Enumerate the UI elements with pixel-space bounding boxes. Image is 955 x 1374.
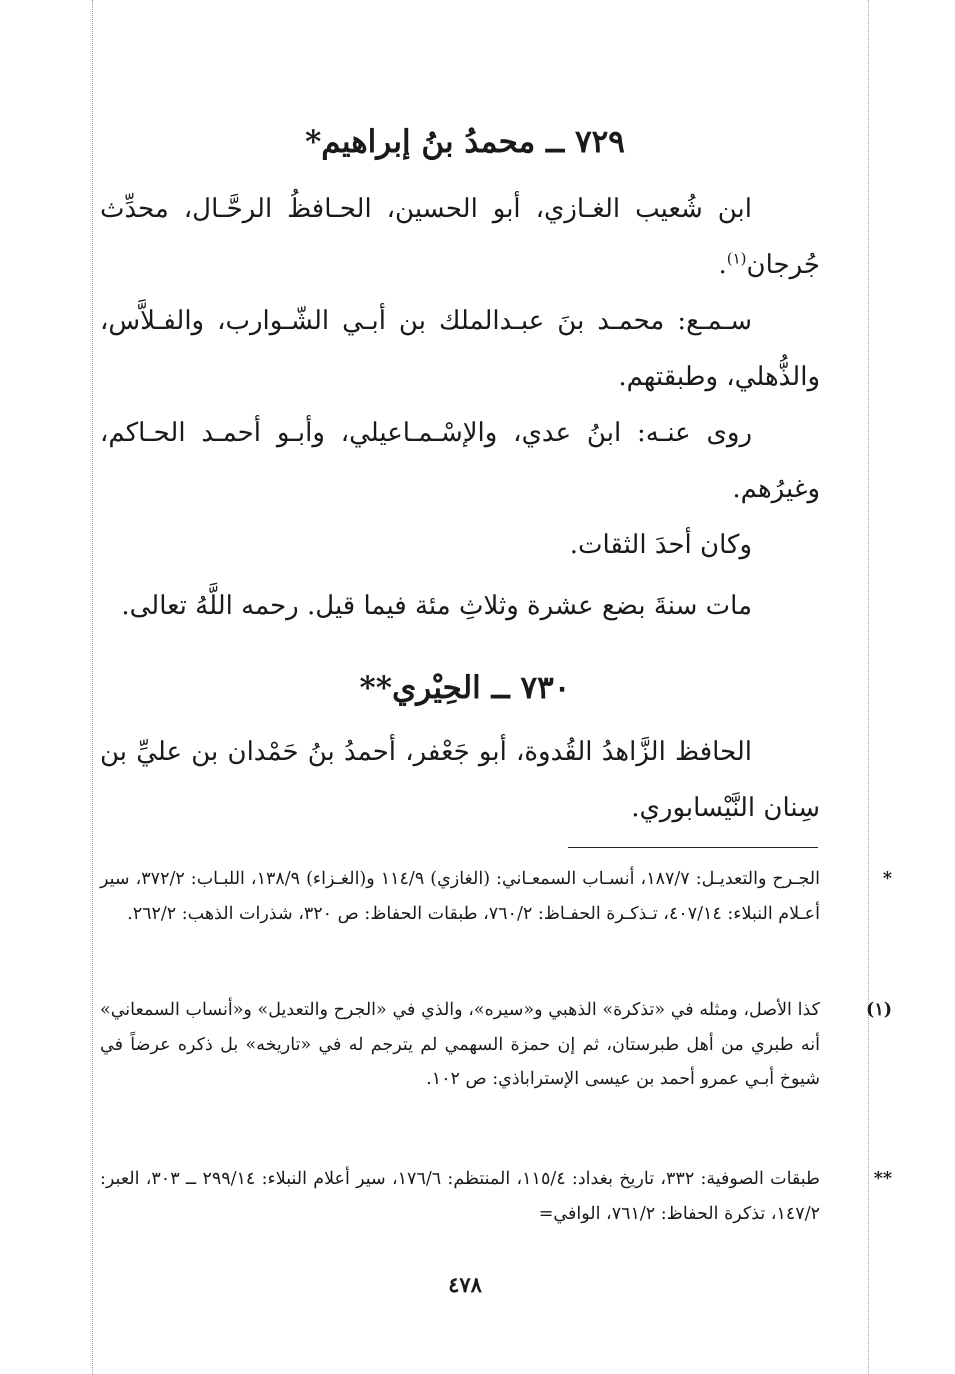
footnote-entry-730 <box>100 1162 892 1231</box>
entry-729-paragraph-death: مات سنةَ بضع عشرة وثلاثِ مئة فيما قيل. رحمه اللَّهُ تعالى. <box>121 591 752 621</box>
footnote-text-730: طبقات الصوفية: ٣٣٢، تاريخ بغداد: ١١٥/٤، المنتظم: ١٧٦/٦، سير أعلام النبلاء: ٢٩٩/١٤ ــ ٣٠٣، العبر: ١٤٧/٢، تذكرة الحفاظ: ٧٦١/٢، الوافي= <box>100 1169 820 1224</box>
entry-729-paragraph-teachers: سـمـع: محمـد بنَ عبـدالملك بن أبـي الشّـوارب، والفـلاَّس، والذُّهلي، وطبقتهم. <box>100 306 820 392</box>
footnote-entry-729 <box>100 862 892 931</box>
entry-729-paragraph-reliability: وكان أحدَ الثقات. <box>569 530 752 560</box>
footnote-text-1: كذا الأصل، ومثله في «تذكرة» الذهبي و«سيره»، والذي في «الجرح والتعديل» و«أنساب السمعاني» أنه طبري من أهل طبرستان، ثم إن حمزة السهمي لم يترجم له في «تاريخه» بل ذكره عرضاً في شيوخ أبـي عمرو أحمد بن عيسى الإستراباذي: ص ١٠٢. <box>100 1000 820 1089</box>
entry-730-paragraph-lineage: الحافظ الزَّاهدُ القُدوة، أبو جَعْفر، أحمدُ بنُ حَمْدان بن عليِّ بن سِنان النَّيْسابوري. <box>100 737 820 823</box>
footnote-marker-asterisk: * <box>882 869 892 889</box>
footnote-marker-double-asterisk: ** <box>873 1169 892 1189</box>
footnote-1 <box>100 993 892 1097</box>
book-page <box>100 0 892 1374</box>
scan-edge-right <box>868 0 869 1374</box>
footnote-marker-1: (١) <box>866 1000 892 1020</box>
entry-729-paragraph-lineage-end: . <box>718 250 727 280</box>
scan-edge-left <box>92 0 93 1374</box>
entry-729-paragraph-lineage <box>100 181 820 293</box>
footnote-ref-1[interactable]: (١) <box>726 249 747 268</box>
footnote-separator <box>568 847 818 848</box>
page-number: ٤٧٨ <box>448 1272 482 1297</box>
entry-730-title: ٧٣٠ ــ الحِيْري** <box>359 670 571 706</box>
entry-729-title: ٧٢٩ ــ محمدُ بنُ إبراهيم* <box>305 124 625 160</box>
footnote-text-729: الجـرح والتعديـل: ١٨٧/٧، أنسـاب السمعـاني: (الغازي) ١١٤/٩ و(الغـزاء) ١٣٨/٩، اللبـاب: ٣٧٢/٢، سير أعـلام النبلاء: ٤٠٧/١٤، تـذكـرة الحفـاظ: ٧٦٠/٢، طبقات الحفاظ: ص ٣٢٠، شذرات الذهب: ٢٦٢/٢. <box>100 869 820 924</box>
entry-729-paragraph-students: روى عنـه: ابنُ عدي، والإسْـمـاعيلي، وأبـو أحمـد الحـاكم، وغيرُهم. <box>100 418 820 504</box>
entry-729-paragraph-lineage-text: ابن شُعيب الغـازي، أبو الحسين، الحـافظُ الرحَّـال، محدِّث جُرجان <box>100 194 820 280</box>
